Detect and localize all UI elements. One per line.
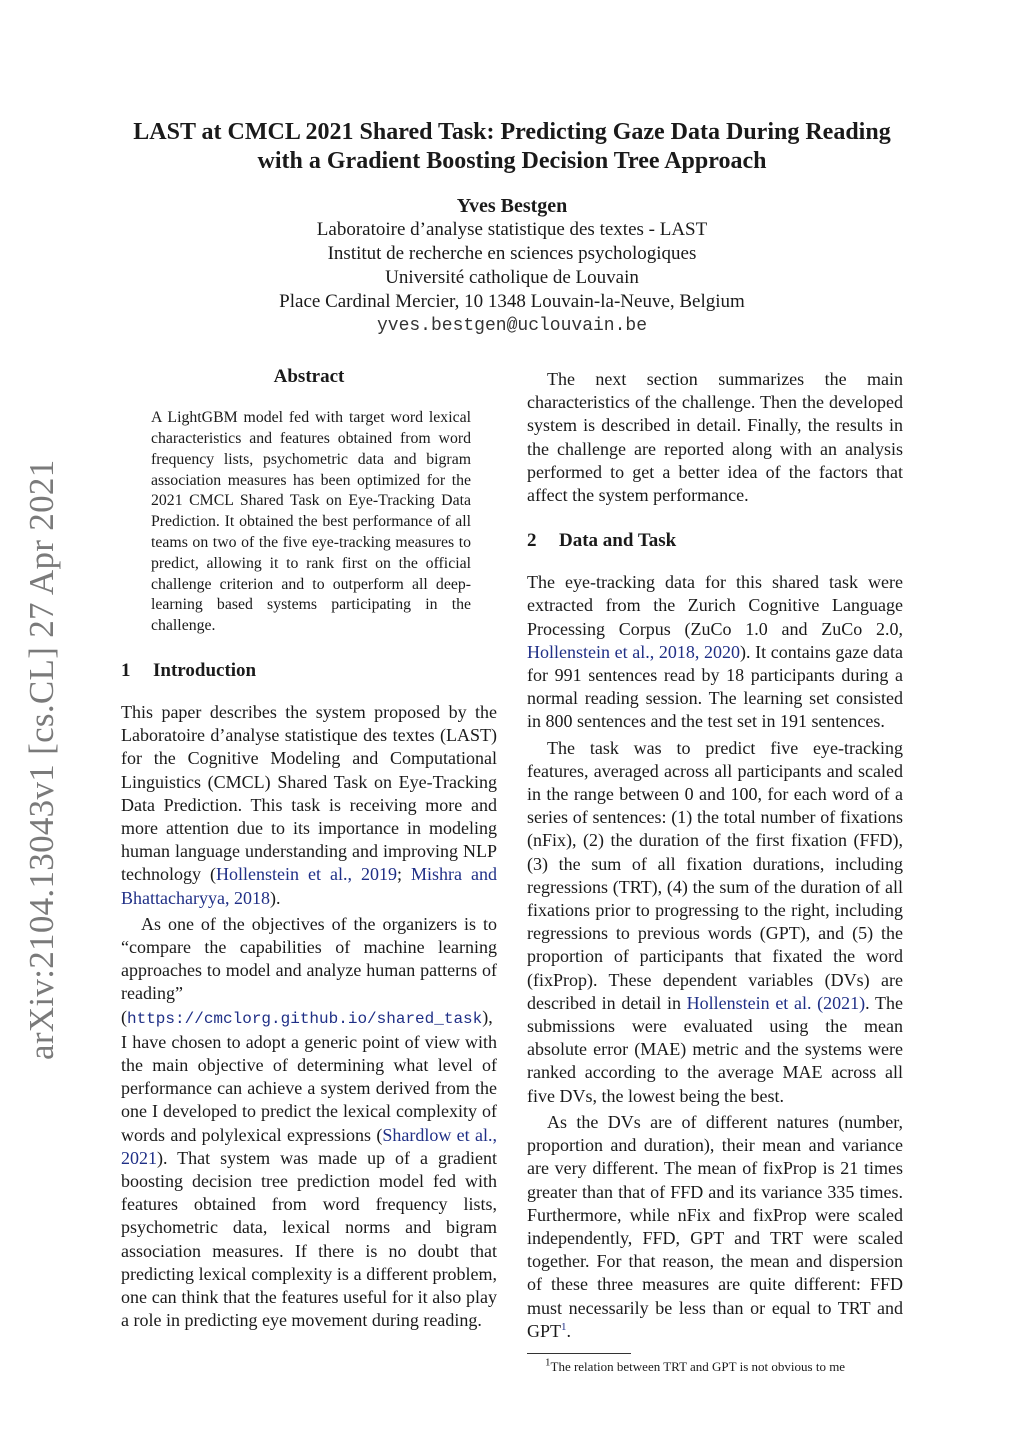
abstract-text: A LightGBM model fed with target word lexical characteristics and features obtained from word frequency lists, psychometric data and bigram association measures has been optimized for the 2021 CMCL Shared Task on Eye-Tracking Data Prediction. It obtained the best performance of all teams on two of the five eye-tracking measures to predict, allowing it to rank first on the official challenge criterion and to outperform all deep-learning based systems participating in the challenge. [151, 409, 471, 635]
text-run: As the DVs are of different natures (number, proportion and duration), their mean and variance are very different. The mean of fixProp is 21 times greater than that of FFD and its variance 335 times. Furthermore, while nFix and fixProp were scaled independently, FFD, GPT and TRT were scaled together. For that reason, the mean and dispersion of these three measures are quite different: FFD must necessarily be less than or equal to TRT and GPT [527, 1111, 903, 1341]
text-run: ). It contains gaze data for 991 sentences read by 18 participants during a normal reading session. The learning set consisted in 800 sentences and the test set in 191 sentences. [527, 641, 904, 732]
text-run: ). [269, 887, 281, 908]
author-email[interactable]: yves.bestgen@uclouvain.be [376, 316, 648, 336]
affiliation-line: Place Cardinal Mercier, 10 1348 Louvain-la-Neuve, Belgium [279, 291, 745, 312]
text-run: This paper describes the system proposed by the Laboratoire d’analyse statistique des textes (LAST) for the Cognitive Modeling and Computational Linguistics (CMCL) Shared Task on Eye-Tracking Data Prediction. This task is receiving more and more attention due to its importance in modeling human language understanding and improving NLP technology ( [121, 701, 497, 885]
affiliation-line: Université catholique de Louvain [385, 267, 639, 288]
section-number: 1 [121, 659, 131, 681]
section-title: Introduction [153, 659, 257, 681]
citation-link[interactable]: Hollenstein et al., 2018, 2020 [527, 641, 741, 662]
text-run: The task was to predict five eye-tracking features, averaged across all participants and scaled in the range between 0 and 100, for each word of a series of sentences: (1) the total number of fixations (nFix), (2) the duration of the first fixation (FFD), (3) the sum of all fixation durations, including regressions (TRT), (4) the sum of the duration of all fixations prior to progressing to the right, including regressions to previous words (GPT), and (5) the proportion of participants that fixated the word (fixProp). These dependent variables (DVs) are described in detail in [527, 737, 903, 1013]
data-paragraph-3 [527, 1111, 903, 1343]
text-run: The eye-tracking data for this shared task were extracted from the Zurich Cognitive Language Processing Corpus (ZuCo 1.0 and ZuCo 2.0, [527, 572, 903, 639]
paper-header [100, 118, 924, 338]
abstract-title: Abstract [273, 366, 345, 387]
text-run: . The submissions were evaluated using the mean absolute error (MAE) metric and the systems were ranked according to the average MAE across all five DVs, the lowest being the best. [527, 992, 903, 1106]
arxiv-stamp: arXiv:2104.13043v1 [cs.CL] 27 Apr 2021 [22, 459, 61, 1060]
url-link[interactable]: https://cmclorg.github.io/shared_task [127, 1009, 483, 1028]
citation-link[interactable]: Shardlow et al., 2021 [121, 1124, 497, 1168]
affiliation-line: Institut de recherche en sciences psychologiques [327, 243, 697, 264]
section-heading-data-task [527, 529, 903, 553]
text-run: ; [396, 864, 411, 885]
intro-continuation: The next section summarizes the main characteristics of the challenge. Then the developed system is described in detail. Finally, the results in the challenge are reported along with an analysis performed to get a better idea of the factors that affect the system performance. [527, 369, 903, 506]
intro-paragraph-2 [121, 913, 497, 1333]
left-column [121, 365, 497, 1332]
section-title: Data and Task [559, 530, 677, 552]
paper-title [100, 118, 924, 176]
data-paragraph-1 [527, 571, 903, 733]
right-column [527, 368, 903, 1375]
data-paragraph-2 [527, 737, 903, 1108]
citation-link[interactable]: Mishra and Bhattacharyya, 2018 [121, 864, 497, 908]
affiliation-line: Laboratoire d’analyse statistique des textes - LAST [316, 219, 708, 240]
footnote-divider [527, 1353, 631, 1354]
text-run: . [566, 1320, 572, 1341]
title-line-2: with a Gradient Boosting Decision Tree Approach [257, 148, 767, 174]
text-run: ). That system was made up of a gradient boosting decision tree prediction model fed with features obtained from word frequency lists, psychometric data, lexical norms and bigram association measures. If there is no doubt that predicting lexical complexity is a different problem, one can think that the features useful for it also play a role in predicting eye movement during reading. [121, 1147, 497, 1331]
section-heading-introduction [121, 659, 497, 683]
text-run: ), I have chosen to adopt a generic point of view with the main objective of determining what level of performance can achieve a system derived from the one I developed to predict the lexical complexity of words and polylexical expressions ( [121, 1006, 497, 1145]
text-run: As one of the objectives of the organizers is to “compare the capabilities of machine learning approaches to model and analyze human patterns of reading” ( [121, 913, 497, 1027]
footnote-text: The relation between TRT and GPT is not obvious to me [550, 1358, 846, 1374]
footnote-marker[interactable]: 1 [561, 1320, 567, 1333]
title-line-1: LAST at CMCL 2021 Shared Task: Predicting Gaze Data During Reading [133, 119, 891, 145]
citation-link[interactable]: Hollenstein et al. (2021) [686, 992, 866, 1013]
footnote-number: 1 [545, 1356, 551, 1369]
intro-paragraph-1 [121, 701, 497, 910]
footnote [527, 1358, 903, 1375]
citation-link[interactable]: Hollenstein et al., 2019 [215, 864, 397, 885]
section-number: 2 [527, 530, 537, 552]
author-name: Yves Bestgen [456, 195, 568, 217]
